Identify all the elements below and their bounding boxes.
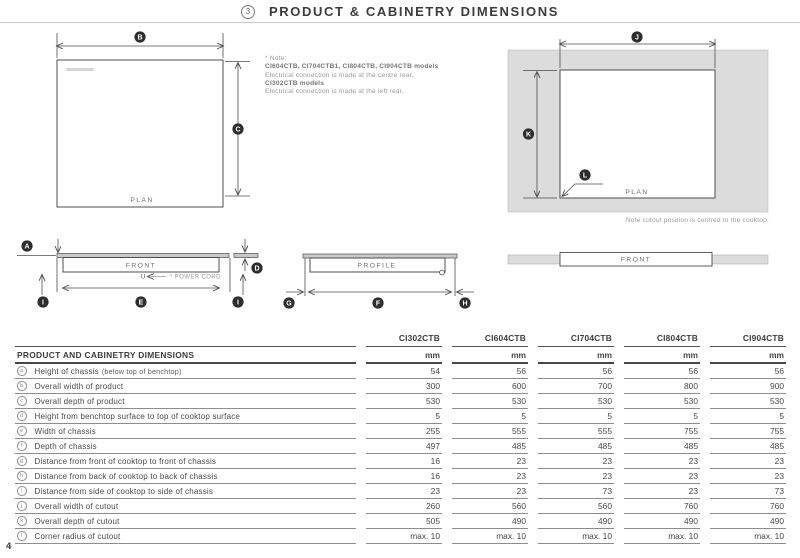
- table-model-header-row: [15, 330, 786, 347]
- cooktop-profile: [303, 254, 457, 275]
- dimension-value: 485: [452, 439, 528, 454]
- dimension-value: 530: [538, 394, 614, 409]
- dimension-value: 16: [366, 469, 442, 484]
- dimension-value: 900: [710, 379, 786, 394]
- dimension-value: 560: [538, 499, 614, 514]
- row-key-badge: i: [17, 486, 27, 496]
- profile-caption: PROFILE: [357, 262, 397, 270]
- row-key-badge: k: [17, 516, 27, 526]
- svg-text:H: H: [462, 300, 468, 308]
- table-row: [15, 394, 786, 409]
- row-key-badge: e: [17, 426, 27, 436]
- note-models-left: CI302CTB models: [265, 79, 325, 87]
- cutout-plan-diagram: [505, 28, 775, 216]
- row-label: Overall depth of cutout: [34, 516, 120, 526]
- model-name: CI302CTB: [366, 330, 442, 347]
- dimension-value: 255: [366, 424, 442, 439]
- table-row: [15, 424, 786, 439]
- product-plan-svg: [18, 27, 268, 217]
- dimension-value: 23: [710, 469, 786, 484]
- table-row: [15, 439, 786, 454]
- dimension-value: 485: [624, 439, 700, 454]
- unit-label: mm: [624, 347, 700, 364]
- model-name: CI604CTB: [452, 330, 528, 347]
- dimension-value: 490: [624, 514, 700, 529]
- dimension-value: 760: [624, 499, 700, 514]
- dimension-value: max. 10: [624, 529, 700, 544]
- dimension-value: 490: [538, 514, 614, 529]
- svg-text:I: I: [237, 299, 239, 307]
- dimension-value: 485: [538, 439, 614, 454]
- row-label: Width of chassis: [34, 426, 96, 436]
- front-view-diagram: [14, 234, 272, 312]
- dimension-value: 23: [452, 454, 528, 469]
- dimension-value: 497: [366, 439, 442, 454]
- row-key-badge: g: [17, 456, 27, 466]
- note-text-left: Electrical connection is made at the left rear.: [265, 88, 404, 96]
- power-cord-label: * POWER CORD: [170, 274, 221, 281]
- dimension-value: 23: [452, 484, 528, 499]
- dimension-label-cell: [15, 379, 356, 394]
- row-key-badge: c: [17, 396, 27, 406]
- row-label: Distance from front of cooktop to front of chassis: [34, 456, 217, 466]
- dimension-value: 530: [366, 394, 442, 409]
- dimension-value: 755: [710, 424, 786, 439]
- svg-text:I: I: [42, 299, 44, 307]
- section-number: 3: [245, 7, 251, 16]
- dimension-value: 23: [710, 454, 786, 469]
- row-label: Height of chassis: [34, 366, 99, 376]
- dimension-value: 555: [452, 424, 528, 439]
- dimension-a: [21, 239, 58, 252]
- dimension-value: 490: [710, 514, 786, 529]
- row-label: Overall depth of product: [34, 396, 125, 406]
- product-plan-diagram: [18, 27, 268, 217]
- row-label-note: (below top of benchtop): [101, 366, 182, 376]
- table-row: [15, 484, 786, 499]
- dimension-value: 600: [452, 379, 528, 394]
- row-key-badge: l: [17, 531, 27, 541]
- svg-text:D: D: [254, 265, 260, 273]
- unit-label: mm: [366, 347, 442, 364]
- page-title: PRODUCT & CABINETRY DIMENSIONS: [269, 4, 559, 19]
- dimension-label-cell: [15, 439, 356, 454]
- dimension-value: 23: [624, 484, 700, 499]
- cutout-plan-svg: [505, 28, 775, 216]
- row-key-badge: a: [17, 366, 27, 376]
- dimension-label-cell: [15, 394, 356, 409]
- dimension-value: 530: [452, 394, 528, 409]
- dimensions-table: [15, 330, 786, 544]
- svg-text:B: B: [137, 34, 143, 42]
- dimension-value: 5: [624, 409, 700, 424]
- dimension-label-cell: [15, 514, 356, 529]
- dimension-label-cell: [15, 484, 356, 499]
- row-label: Distance from side of cooktop to side of chassis: [34, 486, 214, 496]
- dimension-value: 505: [366, 514, 442, 529]
- dimension-value: 56: [624, 364, 700, 379]
- dimension-value: 23: [538, 469, 614, 484]
- power-cord-exit-icon: [440, 270, 445, 275]
- svg-text:E: E: [138, 299, 144, 307]
- dimension-value: max. 10: [452, 529, 528, 544]
- dimension-value: 700: [538, 379, 614, 394]
- dimension-value: 56: [538, 364, 614, 379]
- svg-text:C: C: [235, 126, 241, 134]
- table-row: [15, 499, 786, 514]
- profile-view-svg: [278, 240, 480, 312]
- dimension-value: 54: [366, 364, 442, 379]
- dimension-value: 16: [366, 454, 442, 469]
- dimension-value: 760: [710, 499, 786, 514]
- dimension-value: 56: [710, 364, 786, 379]
- dimension-label-cell: [15, 424, 356, 439]
- row-label: Depth of chassis: [34, 441, 97, 451]
- dimension-value: 530: [710, 394, 786, 409]
- note-title: * Note:: [265, 55, 287, 62]
- dimension-value: 800: [624, 379, 700, 394]
- width-dimension-b: [57, 31, 223, 58]
- dimension-value: 73: [538, 484, 614, 499]
- svg-text:G: G: [286, 300, 292, 308]
- dimension-value: max. 10: [710, 529, 786, 544]
- dimension-value: 300: [366, 379, 442, 394]
- section-number-badge: [241, 5, 255, 19]
- page-header: [0, 4, 800, 19]
- note-text-centre: Electrical connection is made at the centre rear.: [265, 71, 414, 79]
- row-key-badge: h: [17, 471, 27, 481]
- brand-mark: [66, 68, 94, 71]
- table-row: [15, 469, 786, 484]
- row-label: Overall width of cutout: [34, 501, 119, 511]
- table-corner-spacer: [15, 330, 356, 347]
- row-key-badge: d: [17, 411, 27, 421]
- dimension-value: 5: [366, 409, 442, 424]
- dimension-value: 560: [452, 499, 528, 514]
- row-label: Corner radius of cutout: [34, 531, 121, 541]
- dimension-value: max. 10: [366, 529, 442, 544]
- model-name: CI804CTB: [624, 330, 700, 347]
- dimension-label-cell: [15, 499, 356, 514]
- power-cord-callout: [141, 275, 221, 281]
- dimension-value: 23: [452, 469, 528, 484]
- dimension-value: 490: [452, 514, 528, 529]
- dimension-value: 530: [624, 394, 700, 409]
- table-row: [15, 454, 786, 469]
- front-strip-caption: FRONT: [620, 256, 652, 264]
- dimension-value: 5: [710, 409, 786, 424]
- page-number: 4: [6, 541, 12, 552]
- dimension-value: 555: [538, 424, 614, 439]
- svg-text:L: L: [582, 172, 588, 180]
- dimension-value: 5: [538, 409, 614, 424]
- product-outline: [57, 60, 223, 207]
- dimension-value: 23: [624, 454, 700, 469]
- dimension-value: 23: [538, 454, 614, 469]
- dimension-value: 73: [710, 484, 786, 499]
- table-unit-row: [15, 347, 786, 364]
- dimension-value: 23: [624, 469, 700, 484]
- electrical-note: [265, 55, 438, 96]
- note-models-centre: CI604CTB, CI704CTB1, CI804CTB, CI904CTB models: [265, 63, 439, 71]
- profile-view-diagram: [278, 240, 480, 312]
- dimension-value: 56: [452, 364, 528, 379]
- svg-text:J: J: [635, 34, 639, 42]
- plan-caption: PLAN: [130, 197, 154, 204]
- model-name: CI904CTB: [710, 330, 786, 347]
- row-key-badge: f: [17, 441, 27, 451]
- table-row: [15, 379, 786, 394]
- benchtop-and-cooktop: [17, 254, 258, 273]
- table-row: [15, 364, 786, 379]
- dimension-value: 485: [710, 439, 786, 454]
- dimension-value: 5: [452, 409, 528, 424]
- front-view-svg: [14, 234, 272, 312]
- dimension-label-cell: [15, 529, 356, 544]
- row-label: Height from benchtop surface to top of cooktop surface: [34, 411, 241, 421]
- table-section-title: PRODUCT AND CABINETRY DIMENSIONS: [15, 347, 356, 364]
- power-cord-symbol: U: [141, 274, 146, 281]
- row-key-badge: b: [17, 381, 27, 391]
- dimension-label-cell: [15, 454, 356, 469]
- unit-label: mm: [710, 347, 786, 364]
- cutout-position-note: Note cutout position is centred to the cooktop.: [625, 217, 769, 224]
- dimension-label-cell: [15, 469, 356, 484]
- front-strip-diagram: [505, 251, 775, 269]
- front-caption: FRONT: [125, 262, 157, 270]
- svg-text:F: F: [375, 300, 381, 308]
- dimension-label-cell: [15, 409, 356, 424]
- model-name: CI704CTB: [538, 330, 614, 347]
- row-label: Overall width of product: [34, 381, 124, 391]
- dimension-value: max. 10: [538, 529, 614, 544]
- dimension-value: 260: [366, 499, 442, 514]
- table-row: [15, 409, 786, 424]
- dimension-value: 23: [366, 484, 442, 499]
- cutout-plan-caption: PLAN: [625, 189, 649, 196]
- unit-label: mm: [452, 347, 528, 364]
- front-strip-svg: [505, 251, 775, 269]
- row-key-badge: j: [17, 501, 27, 511]
- table-row: [15, 529, 786, 544]
- depth-dimension-c: [225, 62, 250, 197]
- row-label: Distance from back of cooktop to back of chassis: [34, 471, 218, 481]
- svg-text:A: A: [24, 243, 30, 251]
- dimension-value: 755: [624, 424, 700, 439]
- header-divider: [0, 22, 800, 23]
- table-row: [15, 514, 786, 529]
- unit-label: mm: [538, 347, 614, 364]
- dimension-label-cell: [15, 364, 356, 379]
- svg-text:K: K: [525, 131, 532, 139]
